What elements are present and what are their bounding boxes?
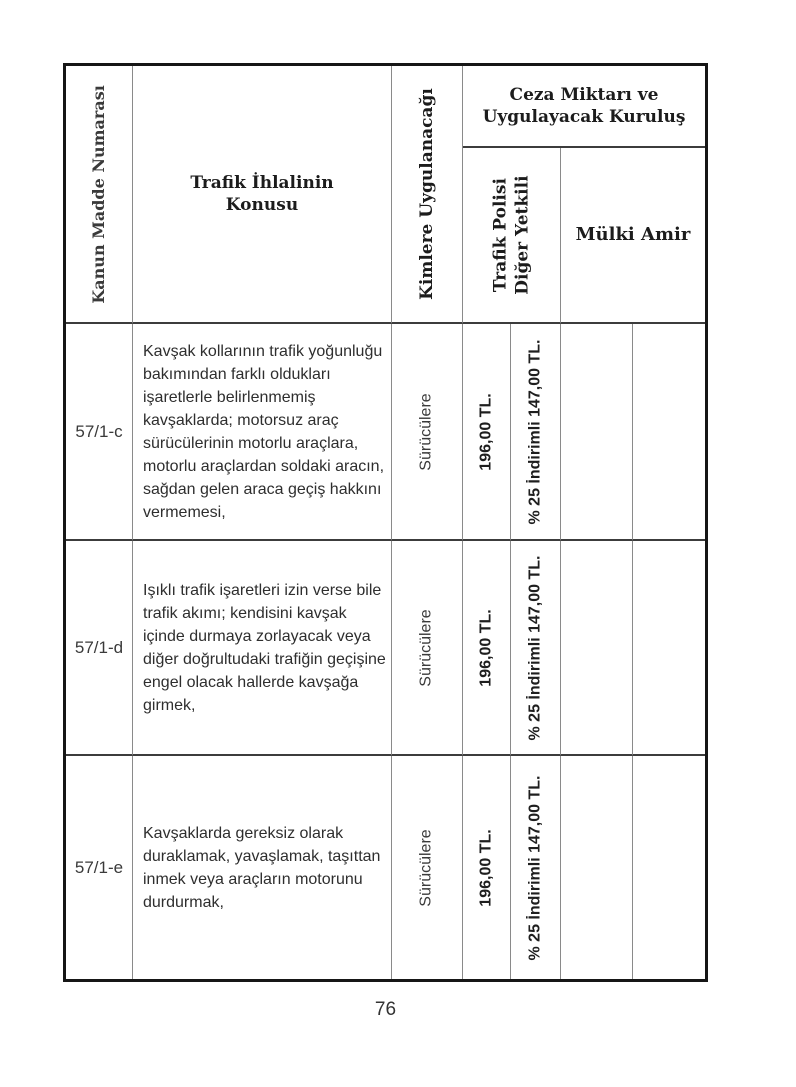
header-konu-line1: Trafik İhlalinin — [190, 172, 334, 193]
kimlere-text: Sürücülere — [418, 392, 435, 471]
header-kimlere-uygulanacagi — [392, 66, 463, 324]
header-konu-lines — [190, 172, 333, 216]
cell-madde-no: 57/1-c — [66, 324, 133, 541]
header-trafik-polisi-diger-yetkili — [463, 148, 561, 324]
header-mulki-amir — [561, 148, 705, 324]
header-ceza-miktari-group — [463, 66, 705, 148]
cell-kimlere — [392, 324, 463, 541]
header-ceza-group-lines — [483, 84, 686, 128]
cell-kimlere — [392, 756, 463, 979]
cell-ceza-tutari — [463, 324, 511, 541]
cell-indirimli-tutar — [511, 324, 561, 541]
ceza-text: 196,00 TL. — [477, 392, 495, 471]
header-ceza-group-line2: Uygulayacak Kuruluş — [482, 107, 686, 127]
header-trafik-polisi-line2: Diğer Yetkili — [512, 175, 533, 295]
cell-madde-no: 57/1-e — [66, 756, 133, 979]
cell-mulki-amir-empty — [633, 756, 705, 979]
indirimli-text: % 25 İndirimli 147,00 TL. — [526, 775, 544, 960]
konu-text: Işıklı trafik işaretleri izin verse bile trafik akımı; kendisini kavşak içinde durmaya zorlayacak veya diğer doğrultudaki trafiğin geçişine engel olacak hallerde kavşağa girmek, — [143, 581, 386, 714]
indirimli-text: % 25 İndirimli 147,00 TL. — [526, 555, 544, 740]
kimlere-text: Sürücülere — [418, 608, 435, 687]
konu-text: Kavşak kollarının trafik yoğunluğu bakımından farklı oldukları işaretlerle belirlenmemiş kavşaklarda; motorsuz araç sürücülerinin motorlu araçlara, motorlu araçlardan soldaki aracın, sağdan gelen araca geçiş hakkını vermemesi, — [143, 342, 385, 521]
header-trafik-ihlalinin-konusu — [133, 66, 392, 324]
header-kimlere-label: Kimlere Uygulanacağı — [416, 88, 437, 300]
header-kanun-madde-numarasi — [66, 66, 133, 324]
cell-mulki-amir-empty — [561, 324, 633, 541]
page-number: 76 — [374, 999, 397, 1020]
header-konu-line2: Konusu — [225, 195, 299, 215]
header-kanun-madde-label: Kanun Madde Numarası — [88, 84, 108, 304]
cell-ceza-tutari — [463, 541, 511, 756]
cell-konu — [133, 541, 392, 756]
header-mulki-amir-label: Mülki Amir — [575, 224, 691, 246]
cell-mulki-amir-empty — [633, 324, 705, 541]
cell-mulki-amir-empty — [561, 756, 633, 979]
header-trafik-polisi-lines — [489, 175, 533, 294]
cell-konu — [133, 324, 392, 541]
cell-indirimli-tutar — [511, 541, 561, 756]
kimlere-text: Sürücülere — [418, 828, 435, 907]
cell-kimlere — [392, 541, 463, 756]
cell-mulki-amir-empty — [633, 541, 705, 756]
cell-ceza-tutari — [463, 756, 511, 979]
cell-konu — [133, 756, 392, 979]
cell-madde-no: 57/1-d — [66, 541, 133, 756]
header-ceza-group-line1: Ceza Miktarı ve — [509, 84, 659, 105]
header-trafik-polisi-line1: Trafik Polisi — [490, 177, 511, 293]
ceza-text: 196,00 TL. — [477, 608, 495, 687]
penalty-table — [63, 63, 708, 982]
konu-text: Kavşaklarda gereksiz olarak duraklamak, yavaşlamak, taşıttan inmek veya araçların motorunu durdurmak, — [143, 824, 381, 911]
ceza-text: 196,00 TL. — [477, 828, 495, 907]
cell-mulki-amir-empty — [561, 541, 633, 756]
cell-indirimli-tutar — [511, 756, 561, 979]
indirimli-text: % 25 İndirimli 147,00 TL. — [526, 339, 544, 524]
